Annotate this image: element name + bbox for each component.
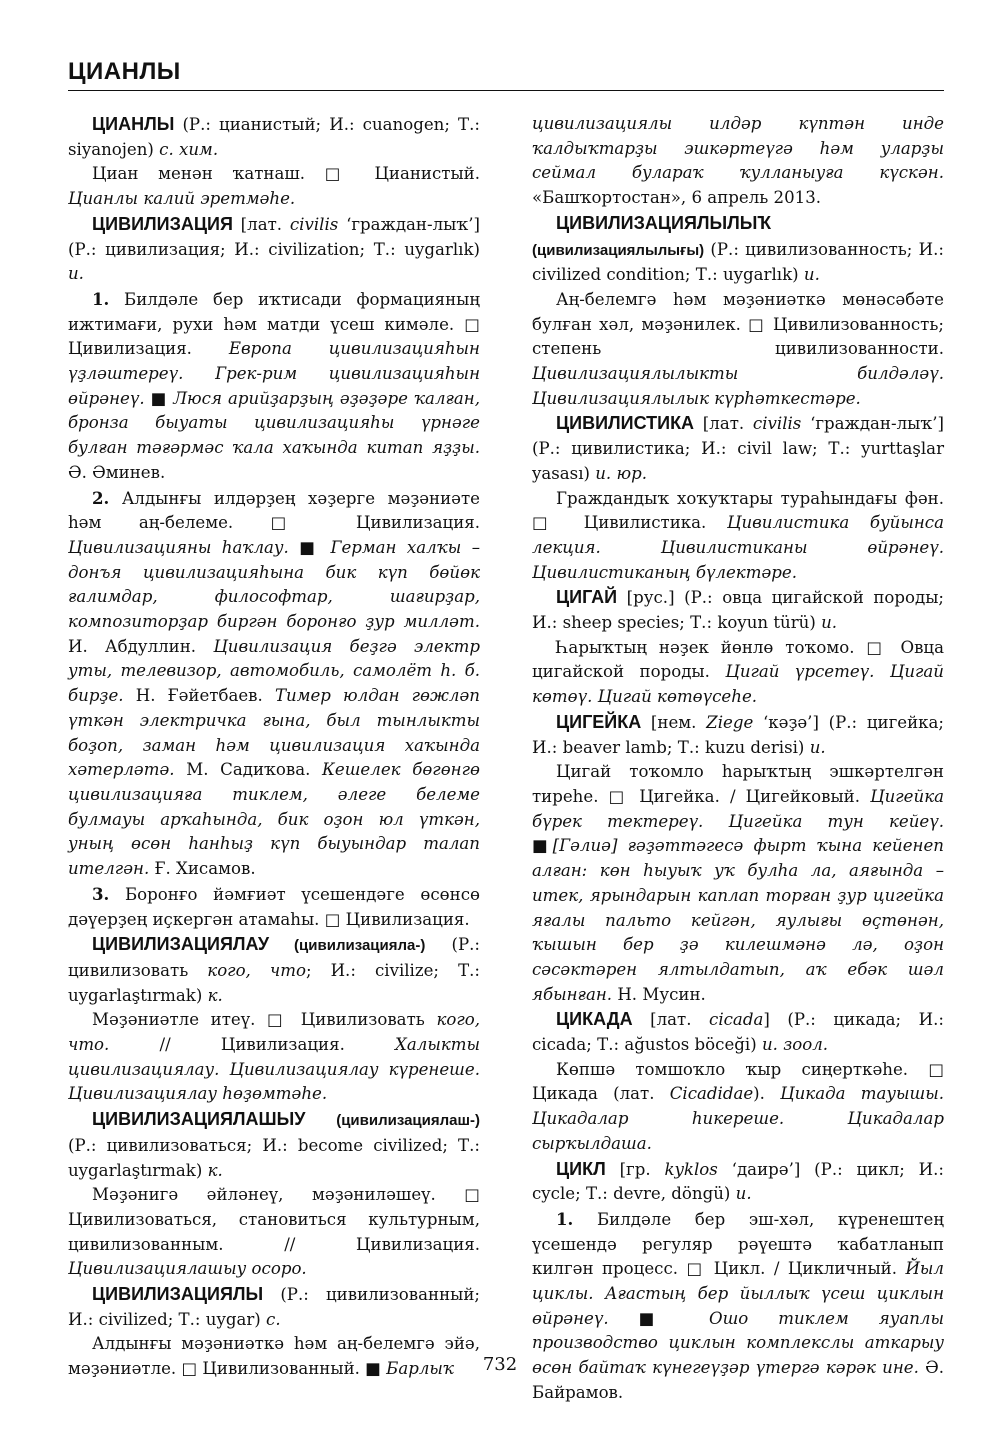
entry-text: ‘граждан-лыҡ’] (Р.: цивилистика; И.: civil law; Т.: yurttaşlar yasası) [532,414,944,483]
sense-number: 1. [92,288,110,309]
grammar-label: к. [207,1160,223,1180]
definition-text: Мәҙәниәтле итеү. □ Цивилизовать [92,1010,437,1030]
definition-text: Билдәле бер эш-хәл, күренештең үсешендә регуляр рәүештә ҡабатланып килгән процесс. □ Цикл. / Цикличный. [532,1209,944,1279]
entry-text: ; И.: civilize; Т.: uygarlaştırmak) [68,960,481,1005]
quotation: Цивилизация беҙгә электр уты, телевизор, автомобиль, самолёт һ. б. бирҙе. [68,636,480,706]
quotation: Тимер юлдан гөжләп үткән электричка ғына, был тынлыкты боҙоп, заман һәм цивилизация хаҡында хәтерләтә. [68,686,480,780]
headword: ЦИГЕЙКА [556,711,642,732]
sense-3 [68,882,480,932]
entry-civilizaciyalau [68,932,480,1008]
quotation: Кешелек бөгөнгө цивилизацияға тиклем, әлеге белеме булмауы арҡаһында, бик оҙон юл үткән, уның өсөн һанһыҙ күп быуындар талап ителгән. [68,760,480,879]
definition [68,1183,480,1282]
entry-civilizaciyaly [68,1282,480,1332]
definition [532,636,944,710]
entry-text: (Р.: цианистый; И.: cuanogen; Т.: siyanojen) [68,115,480,159]
example: Цигай үрсетеү. Цигай көтөү. Цигай көтөүсеһе. [532,662,944,707]
grammar-label: и. [68,264,84,284]
definition-text: Цигай тоҡомло һарыҡтың эшкәртелгән тиреһе. □ Цигейка. / Цигейковый. [532,762,944,806]
headword: ЦИАНЛЫ [92,114,175,134]
entry-text: (Р.: цивилизовать [68,935,480,980]
definition [532,1058,944,1157]
quote-marker: ■ [144,388,174,408]
author: Ә. Байрамов. [532,1358,945,1402]
entry-text: ‘кәҙә’] (Р.: цигейка; И.: beaver lamb; Т.: kuzu derisi) [532,712,944,757]
grammar-label: и. [821,613,838,633]
example: Цикада тауышы. Цикадалар һикереше. Цикадалар сырҡылдаша. [532,1084,944,1153]
definition [532,288,944,412]
entry-text: (Р.: цивилизованность; И.: civilized condition; Т.: uygarlık) [532,239,944,285]
quote-marker: ■ [288,537,331,557]
entry-text: [лат. [232,214,290,234]
definition-text: ). [753,1084,781,1104]
definition-text: Мәҙәнигә әйләнеү, мәҙәниләшеү. □ Цивилизоваться, становиться культурным, цивилизованным. // Цивилизация. [68,1185,480,1254]
headword-stem: (цивилизацияла-) [269,937,426,955]
header-rule [68,90,944,91]
etymon: kyklos [664,1159,718,1179]
sense-number: 2. [92,487,110,508]
entry-text: [лат. [694,414,753,434]
grammar-label: с. хим. [159,139,219,159]
grammar-label: и. [803,265,820,285]
quote-marker: ■ [532,836,553,856]
entry-text: (Р.: цивилизоваться; И.: become civilized; Т.: uygarlaştırmak) [68,1135,480,1180]
definition-text: Циан менән ҡатнаш. □ Цианистый. [92,164,480,184]
author: Ә. Әминев. [68,462,166,482]
sense-2 [68,486,480,882]
headword-stem: (цивилизациялылығы) [532,241,705,259]
author: Ғ. Хисамов. [149,859,256,879]
grammar-label: кого, что. [68,1010,480,1055]
entry-text: (Р.: цивилизованный; И.: civilized; Т.: uygar) [68,1285,480,1329]
definition-text: // Цивилизация. [109,1035,396,1055]
grammar-label: к. [207,985,223,1005]
definition-text: Боронғо йәмғиәт үсешендәге өсөнсө дәүерҙең иҫкергән атамаһы. □ Цивилизация. [68,884,480,929]
etymon: Ziege [706,712,754,732]
author: Н. Ғәйетбаев. [123,686,275,706]
grammar-label: с. [266,1309,281,1329]
example: Цивилизациялашыу осоро. [68,1259,307,1279]
definition-text: Алдынғы мәҙәниәткә һәм аң-белемгә эйә, мәҙәниәтле. □ Цивилизованный. ■ [68,1334,480,1379]
definition-text: Һарыҡтың нәҙек йөнлө тоҡомо. □ Овца цигайской породы. [532,637,944,682]
headword-stem: (цивилизациялаш-) [305,1112,480,1130]
headword: ЦИВИЛИЗАЦИЯЛАУ [92,934,270,955]
definition [68,1008,480,1107]
quotation: Герман халҡы – донъя цивилизацияһына бик күп бөйөк ғалимдар, философтар, шағирҙар, композиторҙар биргән боронғо ҙур милләт. [68,537,480,632]
quotation-continuation [532,112,944,211]
grammar-label: и. зоол. [761,1035,829,1055]
headword: ЦИГАЙ [556,587,618,608]
quotation: Люся арийҙарҙың әҙәҙәре ҡалған, бронза быуаты цивилизацияһы үрнәге булған тәғәрмәс ҡала хаҡында китап яҙҙы. [68,388,480,458]
definition-text: Аң-белемгә һәм мәҙәниәткә мөнәсәбәте булған хәл, мәҙәнилек. □ Цивилизованность; степень цивилизованности. [532,289,944,359]
entry-text: [рус.] (Р.: овца цигайской породы; И.: sheep species; Т.: koyun türü) [532,588,944,633]
entry-cigeyka [532,710,944,760]
grammar-label: и. [735,1184,752,1204]
entry-text: [нем. [641,712,707,732]
definition-text: Билдәле бер иҡтисади формацияның ижтимағи, рухи һәм матди үсеш кимәле. □ Цивилизация. [68,289,480,359]
example: Цианлы калий эретмәһе. [68,189,296,209]
headword: ЦИКАДА [556,1009,633,1030]
latin-name: Cicadidae [669,1084,754,1104]
sense-1 [68,287,480,486]
definition-text: Граждандыҡ хоҡуҡтары тураһындағы фән. □ Цивилистика. [532,488,944,533]
entry-civilizaciyalashyu [68,1107,480,1183]
entry-civilizaciyalylyk [532,211,944,288]
definition-text: Алдынғы илдәрҙең хәҙерге мәҙәниәте һәм аң-белеме. □ Цивилизация. [68,488,480,533]
example: Цивилистика буйынса лекция. Цивилистиканы өйрәнеү. Цивилистиканың бүлектәре. [532,513,944,582]
entry-text: ] (Р.: цикада; И.: cicada; Т.: ağustos böceği) [532,1010,944,1055]
quotation: Барлыҡ [386,1359,455,1379]
source: «Башҡортостан», 6 апрель 2013. [532,188,822,208]
grammar-label: и. [809,737,826,757]
headword: ЦИВИЛИЗАЦИЯЛЫЛЫҠ [556,212,772,233]
quotation: Ошо тиклем яуаплы производство циклын комплекслы аткарыу өсөн байтаҡ күнегеүҙәр үтергә кәрәк ине. [532,1308,944,1378]
headword: ЦИВИЛИСТИКА [556,413,695,434]
right-column [532,112,944,1406]
headword: ЦИКЛ [556,1158,606,1179]
entry-civilistika [532,411,944,486]
left-column [68,112,480,1382]
headword: ЦИВИЛИЗАЦИЯЛЫ [92,1284,264,1305]
entry-civilizaciya [68,212,480,287]
example: Цивилизациялылыкты билдәләү. Цивилизациялылык күрһәткестәре. [532,364,944,408]
example: Европа цивилизацияһын үҙләштереү. Грек-рим цивилизацияһын өйрәнеү. [68,339,480,408]
definition [532,760,944,1007]
definition [68,162,480,211]
page-number: 732 [482,1354,518,1375]
entry-text: ‘граждан-лыҡ’] (Р.: цивилизация; И.: civilization; Т.: uygarlık) [68,214,480,259]
grammar-label: кого, что [207,960,306,980]
quote-marker: ■ [608,1308,709,1328]
entry-cigay [532,585,944,635]
quotation: цивилизациялы илдәр күптән инде ҡалдыҡтарҙы эшкәртеүгә һәм уларҙы сеймал булараҡ ҡулланыуға күскән. [532,114,944,183]
author: М. Садиҡова. [174,760,323,780]
example: Халыкты цивилизациялау. Цивилизациялау күренеше. Цивилизациялау һөҙөмтәһе. [68,1035,480,1104]
entry-cikl [532,1157,944,1207]
etymon: civilis [752,414,802,434]
definition [532,487,944,586]
grammar-label: и. юр. [595,463,647,483]
etymon: civilis [289,214,339,234]
sense-1 [532,1207,944,1406]
entry-text: [лат. [632,1010,710,1030]
author: И. Абдуллин. [68,636,214,656]
etymon: cicada [709,1010,764,1030]
quotation: [Гәлиә] ғәҙәттәгесә фырт ҡына кейенеп алған: көн һыуыҡ уҡ булһа ла, аяғында – итек, ярындарын каплап торған ҙур цигейка яғалы пальто кейгән, яулығы өҫтөнән, ҡышын бер ҙә килешмәнә лә, оҙон сәсәктәрен ялтылдатып, аҡ ебәк шәл ябынған. [532,836,944,1004]
entry-text: [гр. [605,1159,665,1179]
example: Цигейка бүрек тектереү. Цигейка тун кейеү. [532,786,944,831]
example: Йыл циклы. Ағастың бер йыллыҡ үсеш циклын өйрәнеү. [532,1259,944,1328]
entry-cikada [532,1007,944,1057]
author: Н. Мусин. [612,984,706,1004]
example: Цивилизацияны һаҡлау. [68,537,289,557]
running-head: ЦИАНЛЫ [68,58,181,85]
sense-number: 1. [556,1208,574,1229]
definition-text: Көпшә томшоҡло ҡыр сиңерткәһе. □ Цикада (лат. [532,1059,944,1104]
entry-text: ‘даирә’] (Р.: цикл; И.: cycle; Т.: devre, döngü) [532,1159,944,1204]
headword: ЦИВИЛИЗАЦИЯЛАШЫУ [92,1109,306,1130]
headword: ЦИВИЛИЗАЦИЯ [92,213,233,234]
entry-cianly [68,112,480,162]
sense-number: 3. [92,883,110,904]
